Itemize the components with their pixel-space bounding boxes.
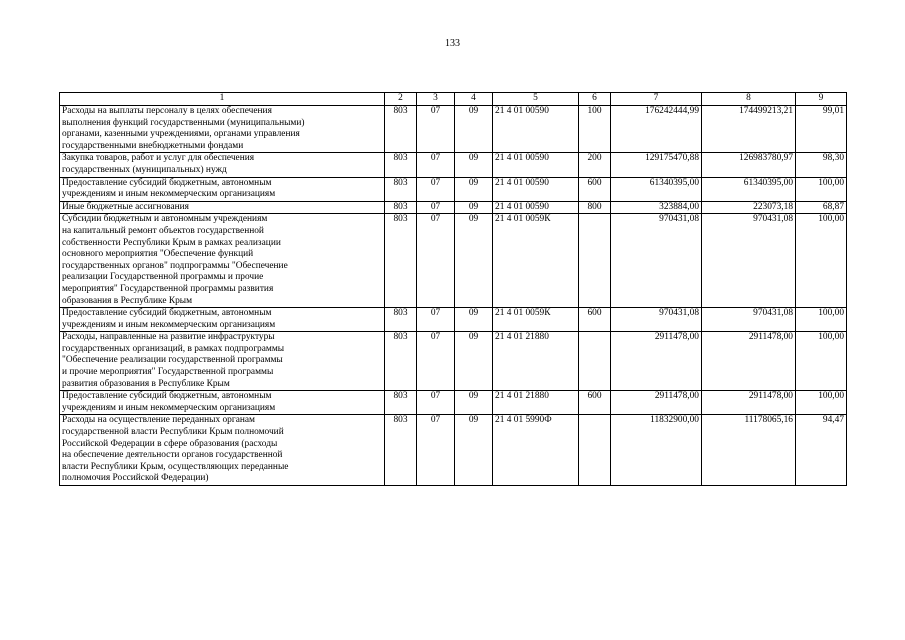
target-article-code: 21 4 01 21880 <box>493 332 579 391</box>
row-description: Предоставление субсидий бюджетным, автономным учреждениям и иным некоммерческим организациям <box>60 308 385 332</box>
executed-amount: 126983780,97 <box>702 153 796 177</box>
execution-percent: 100,00 <box>796 308 847 332</box>
column-header: 2 <box>385 93 417 106</box>
subsection-code: 09 <box>455 391 493 415</box>
ministry-code: 803 <box>385 214 417 308</box>
expense-type-code <box>579 332 611 391</box>
execution-percent: 98,30 <box>796 153 847 177</box>
execution-percent: 100,00 <box>796 214 847 308</box>
ministry-code: 803 <box>385 201 417 214</box>
row-description: Иные бюджетные ассигнования <box>60 201 385 214</box>
expense-type-code: 600 <box>579 391 611 415</box>
subsection-code: 09 <box>455 415 493 486</box>
row-description: Расходы на выплаты персоналу в целях обеспечения выполнения функций государственными (муниципальными) органами, казенными учреждениями, органами управления государственными внебюджетными фондами <box>60 106 385 153</box>
planned-amount: 61340395,00 <box>611 177 702 201</box>
planned-amount: 970431,08 <box>611 308 702 332</box>
ministry-code: 803 <box>385 391 417 415</box>
subsection-code: 09 <box>455 308 493 332</box>
section-code: 07 <box>417 308 455 332</box>
column-header: 8 <box>702 93 796 106</box>
table-row <box>60 153 847 177</box>
subsection-code: 09 <box>455 106 493 153</box>
planned-amount: 11832900,00 <box>611 415 702 486</box>
executed-amount: 174499213,21 <box>702 106 796 153</box>
expense-type-code: 600 <box>579 177 611 201</box>
execution-percent: 94,47 <box>796 415 847 486</box>
row-description: Предоставление субсидий бюджетным, автономным учреждениям и иным некоммерческим организациям <box>60 177 385 201</box>
expense-type-code <box>579 415 611 486</box>
table-row <box>60 391 847 415</box>
section-code: 07 <box>417 153 455 177</box>
column-header: 9 <box>796 93 847 106</box>
target-article-code: 21 4 01 0059К <box>493 214 579 308</box>
column-header: 1 <box>60 93 385 106</box>
target-article-code: 21 4 01 00590 <box>493 106 579 153</box>
executed-amount: 61340395,00 <box>702 177 796 201</box>
subsection-code: 09 <box>455 153 493 177</box>
executed-amount: 11178065,16 <box>702 415 796 486</box>
execution-percent: 99,01 <box>796 106 847 153</box>
subsection-code: 09 <box>455 332 493 391</box>
section-code: 07 <box>417 177 455 201</box>
table-row <box>60 201 847 214</box>
planned-amount: 176242444,99 <box>611 106 702 153</box>
row-description: Закупка товаров, работ и услуг для обеспечения государственных (муниципальных) нужд <box>60 153 385 177</box>
ministry-code: 803 <box>385 153 417 177</box>
expense-type-code <box>579 214 611 308</box>
executed-amount: 970431,08 <box>702 308 796 332</box>
section-code: 07 <box>417 201 455 214</box>
target-article-code: 21 4 01 00590 <box>493 201 579 214</box>
column-header: 3 <box>417 93 455 106</box>
subsection-code: 09 <box>455 214 493 308</box>
expense-type-code: 200 <box>579 153 611 177</box>
ministry-code: 803 <box>385 415 417 486</box>
executed-amount: 2911478,00 <box>702 332 796 391</box>
target-article-code: 21 4 01 21880 <box>493 391 579 415</box>
ministry-code: 803 <box>385 332 417 391</box>
planned-amount: 129175470,88 <box>611 153 702 177</box>
table-row <box>60 332 847 391</box>
table-row <box>60 308 847 332</box>
execution-percent: 100,00 <box>796 332 847 391</box>
ministry-code: 803 <box>385 177 417 201</box>
execution-percent: 100,00 <box>796 177 847 201</box>
row-description: Расходы на осуществление переданных органам государственной власти Республики Крым полномочий Российской Федерации в сфере образования (расходы на обеспечение деятельности органов государственной власти Республики Крым, осуществляющих переданные полномочия Российской Федерации) <box>60 415 385 486</box>
page-number: 133 <box>445 38 460 49</box>
planned-amount: 970431,08 <box>611 214 702 308</box>
column-header: 5 <box>493 93 579 106</box>
section-code: 07 <box>417 332 455 391</box>
section-code: 07 <box>417 106 455 153</box>
section-code: 07 <box>417 415 455 486</box>
execution-percent: 68,87 <box>796 201 847 214</box>
target-article-code: 21 4 01 00590 <box>493 177 579 201</box>
row-description: Субсидии бюджетным и автономным учреждениям на капитальный ремонт объектов государственной собственности Республики Крым в рамках реализации основного мероприятия "Обеспечение функций государственных органов" подпрограммы "Обеспечение реализации Государственной программы и прочие мероприятия" Государственной программы развития образования в Республике Крым <box>60 214 385 308</box>
target-article-code: 21 4 01 0059К <box>493 308 579 332</box>
column-header: 6 <box>579 93 611 106</box>
subsection-code: 09 <box>455 177 493 201</box>
executed-amount: 2911478,00 <box>702 391 796 415</box>
expense-type-code: 600 <box>579 308 611 332</box>
target-article-code: 21 4 01 00590 <box>493 153 579 177</box>
expense-type-code: 100 <box>579 106 611 153</box>
execution-percent: 100,00 <box>796 391 847 415</box>
expense-type-code: 800 <box>579 201 611 214</box>
column-header: 4 <box>455 93 493 106</box>
ministry-code: 803 <box>385 308 417 332</box>
section-code: 07 <box>417 214 455 308</box>
table-row <box>60 214 847 308</box>
section-code: 07 <box>417 391 455 415</box>
subsection-code: 09 <box>455 201 493 214</box>
table-row <box>60 415 847 486</box>
row-description: Расходы, направленные на развитие инфраструктуры государственных организаций, в рамках подпрограммы "Обеспечение реализации государственной программы и прочие мероприятия" Государственной программы развития образования в Республике Крым <box>60 332 385 391</box>
planned-amount: 2911478,00 <box>611 332 702 391</box>
budget-table <box>59 92 847 486</box>
ministry-code: 803 <box>385 106 417 153</box>
row-description: Предоставление субсидий бюджетным, автономным учреждениям и иным некоммерческим организациям <box>60 391 385 415</box>
planned-amount: 323884,00 <box>611 201 702 214</box>
planned-amount: 2911478,00 <box>611 391 702 415</box>
executed-amount: 970431,08 <box>702 214 796 308</box>
target-article-code: 21 4 01 5990Ф <box>493 415 579 486</box>
column-header: 7 <box>611 93 702 106</box>
executed-amount: 223073,18 <box>702 201 796 214</box>
table-row <box>60 106 847 153</box>
table-row <box>60 177 847 201</box>
column-number-row <box>60 93 847 106</box>
